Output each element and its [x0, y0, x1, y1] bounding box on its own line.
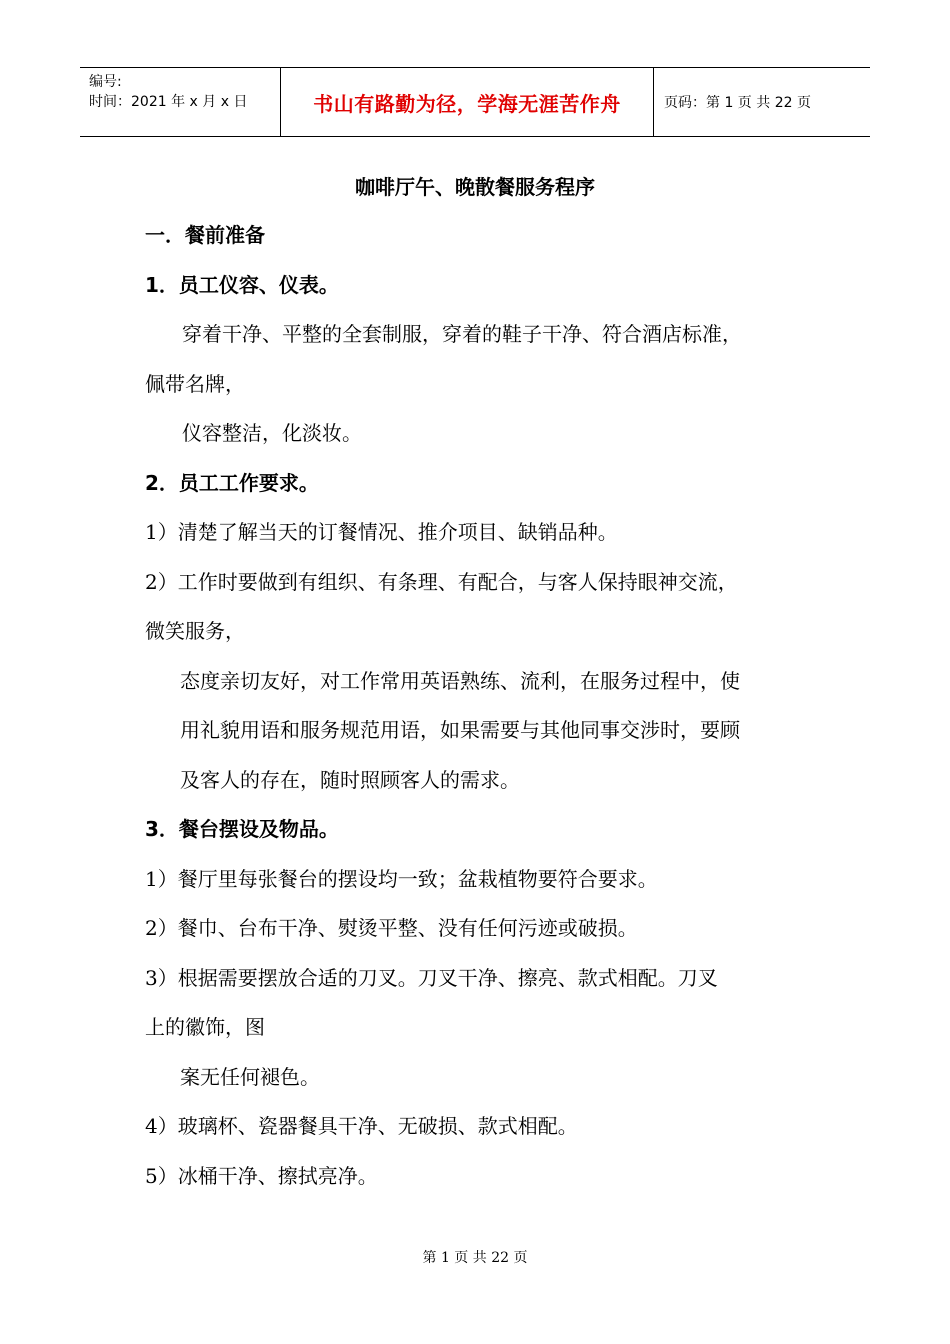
subsection-heading: 3．餐台摆设及物品。 [145, 817, 339, 841]
page-info: 页码：第 1 页 共 22 页 [664, 95, 811, 111]
list-item: 1）餐厅里每张餐台的摆设均一致；盆栽植物要符合要求。 [145, 867, 658, 891]
document-title: 咖啡厅午、晚散餐服务程序 [355, 175, 595, 199]
section-heading: 一．餐前准备 [145, 223, 265, 247]
list-item: 2）工作时要做到有组织、有条理、有配合，与客人保持眼神交流， [145, 570, 738, 594]
paragraph-line: 穿着干净、平整的全套制服，穿着的鞋子干净、符合酒店标准， [182, 322, 742, 346]
subsection-heading: 1．员工仪容、仪表。 [145, 273, 339, 297]
header-motto-cell [281, 68, 654, 136]
page-footer: 第 1 页 共 22 页 [422, 1250, 528, 1266]
list-item: 2）餐巾、台布干净、熨烫平整、没有任何污迹或破损。 [145, 916, 638, 940]
list-item: 1）清楚了解当天的订餐情况、推介项目、缺销品种。 [145, 520, 618, 544]
paragraph-line: 微笑服务， [145, 619, 245, 643]
header-info-cell [80, 68, 281, 136]
paragraph-line: 仪容整洁，化淡妆。 [182, 421, 362, 445]
time-label: 时间：2021 年 x 月 x 日 [89, 94, 248, 110]
header-page-cell [654, 68, 870, 136]
list-item: 4）玻璃杯、瓷器餐具干净、无破损、款式相配。 [145, 1114, 578, 1138]
paragraph-line: 上的徽饰，图 [145, 1015, 265, 1039]
paragraph-line: 态度亲切友好，对工作常用英语熟练、流利，在服务过程中，使 [180, 669, 740, 693]
header-table [80, 67, 870, 137]
list-item: 5）冰桶干净、擦拭亮净。 [145, 1164, 378, 1188]
paragraph-line: 用礼貌用语和服务规范用语，如果需要与其他同事交涉时，要顾 [180, 718, 740, 742]
subsection-heading: 2．员工工作要求。 [145, 471, 319, 495]
list-item: 3）根据需要摆放合适的刀叉。刀叉干净、擦亮、款式相配。刀叉 [145, 966, 718, 990]
paragraph-line: 佩带名牌， [145, 372, 245, 396]
number-label: 编号: [89, 74, 122, 90]
motto-text: 书山有路勤为径，学海无涯苦作舟 [313, 91, 621, 116]
paragraph-line: 案无任何褪色。 [180, 1065, 320, 1089]
paragraph-line: 及客人的存在，随时照顾客人的需求。 [180, 768, 520, 792]
